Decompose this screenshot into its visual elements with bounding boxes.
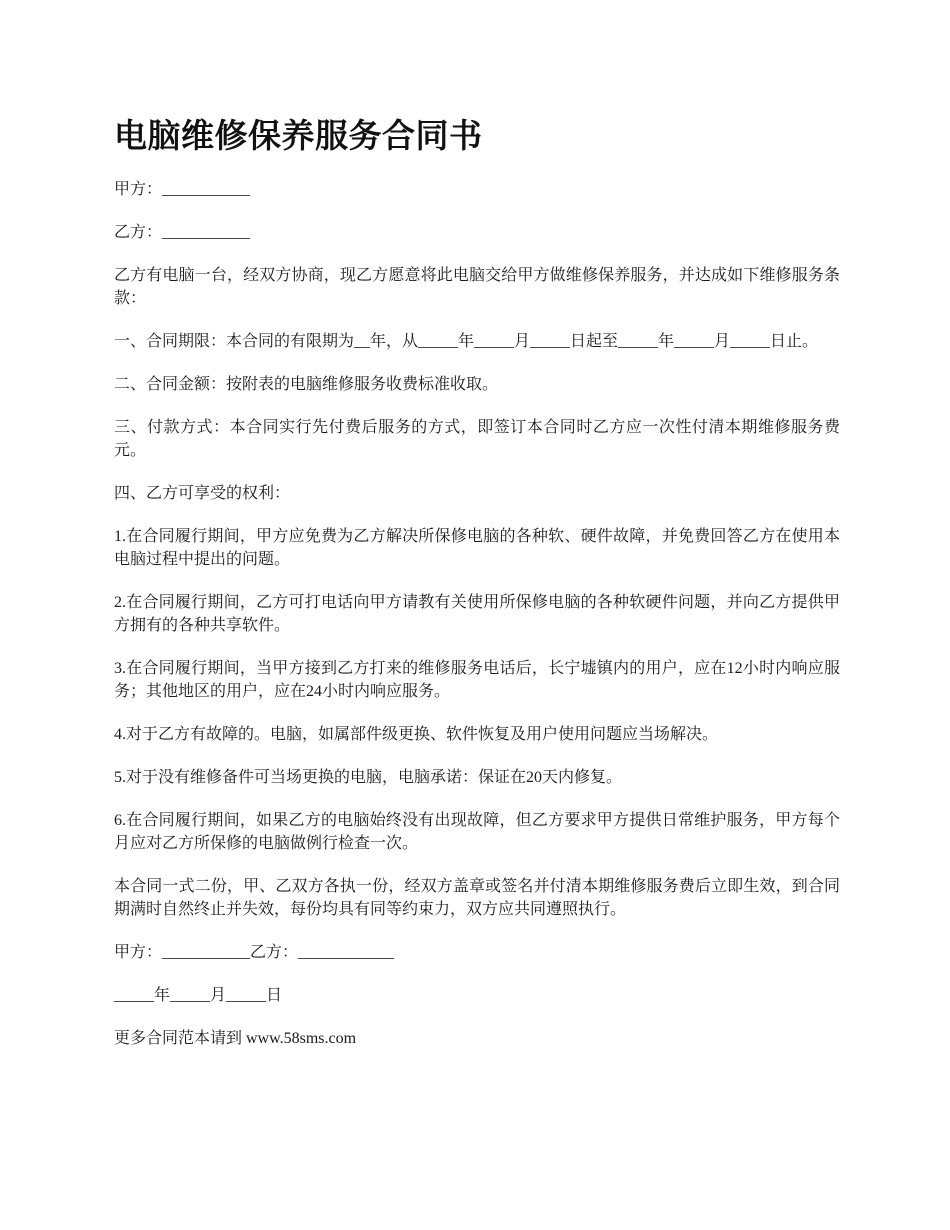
document-title: 电脑维修保养服务合同书 xyxy=(114,116,483,155)
right-item-6: 6.在合同履行期间，如果乙方的电脑始终没有出现故障，但乙方要求甲方提供日常维护服务，甲方每个月应对乙方所保修的电脑做例行检查一次。 xyxy=(114,812,840,852)
party-a-line: 甲方：___________ xyxy=(114,181,251,198)
party-b-line: 乙方：___________ xyxy=(114,224,251,241)
right-item-5: 5.对于没有维修备件可当场更换的电脑，电脑承诺：保证在20天内修复。 xyxy=(114,769,623,786)
document-body xyxy=(114,112,840,1070)
right-item-1: 1.在合同履行期间，甲方应免费为乙方解决所保修电脑的各种软、硬件故障，并免费回答乙方在使用本电脑过程中提出的问题。 xyxy=(114,528,840,568)
date-line: _____年_____月_____日 xyxy=(114,987,283,1004)
clause-rights-heading: 四、乙方可享受的权利： xyxy=(114,485,291,502)
effect-paragraph: 本合同一式二份，甲、乙双方各执一份，经双方盖章或签名并付清本期维修服务费后立即生效，到合同期满时自然终止并失效，每份均具有同等约束力，双方应共同遵照执行。 xyxy=(114,878,840,918)
right-item-4: 4.对于乙方有故障的。电脑，如属部件级更换、软件恢复及用户使用问题应当场解决。 xyxy=(114,726,719,743)
signature-line: 甲方：___________乙方：____________ xyxy=(114,944,395,961)
clause-payment: 三、付款方式：本合同实行先付费后服务的方式，即签订本合同时乙方应一次性付清本期维修服务费元。 xyxy=(114,419,840,459)
clause-term: 一、合同期限：本合同的有限期为__年，从_____年_____月_____日起至_____年_____月_____日止。 xyxy=(114,333,819,350)
footer-note: 更多合同范本请到 www.58sms.com xyxy=(114,1030,357,1047)
right-item-3: 3.在合同履行期间，当甲方接到乙方打来的维修服务电话后，长宁墟镇内的用户，应在12小时内响应服务；其他地区的用户，应在24小时内响应服务。 xyxy=(114,660,840,700)
right-item-2: 2.在合同履行期间，乙方可打电话向甲方请教有关使用所保修电脑的各种软硬件问题，并向乙方提供甲方拥有的各种共享软件。 xyxy=(114,594,840,634)
intro-paragraph: 乙方有电脑一台，经双方协商，现乙方愿意将此电脑交给甲方做维修保养服务，并达成如下维修服务条款： xyxy=(114,267,840,307)
clause-amount: 二、合同金额：按附表的电脑维修服务收费标准收取。 xyxy=(114,376,499,393)
